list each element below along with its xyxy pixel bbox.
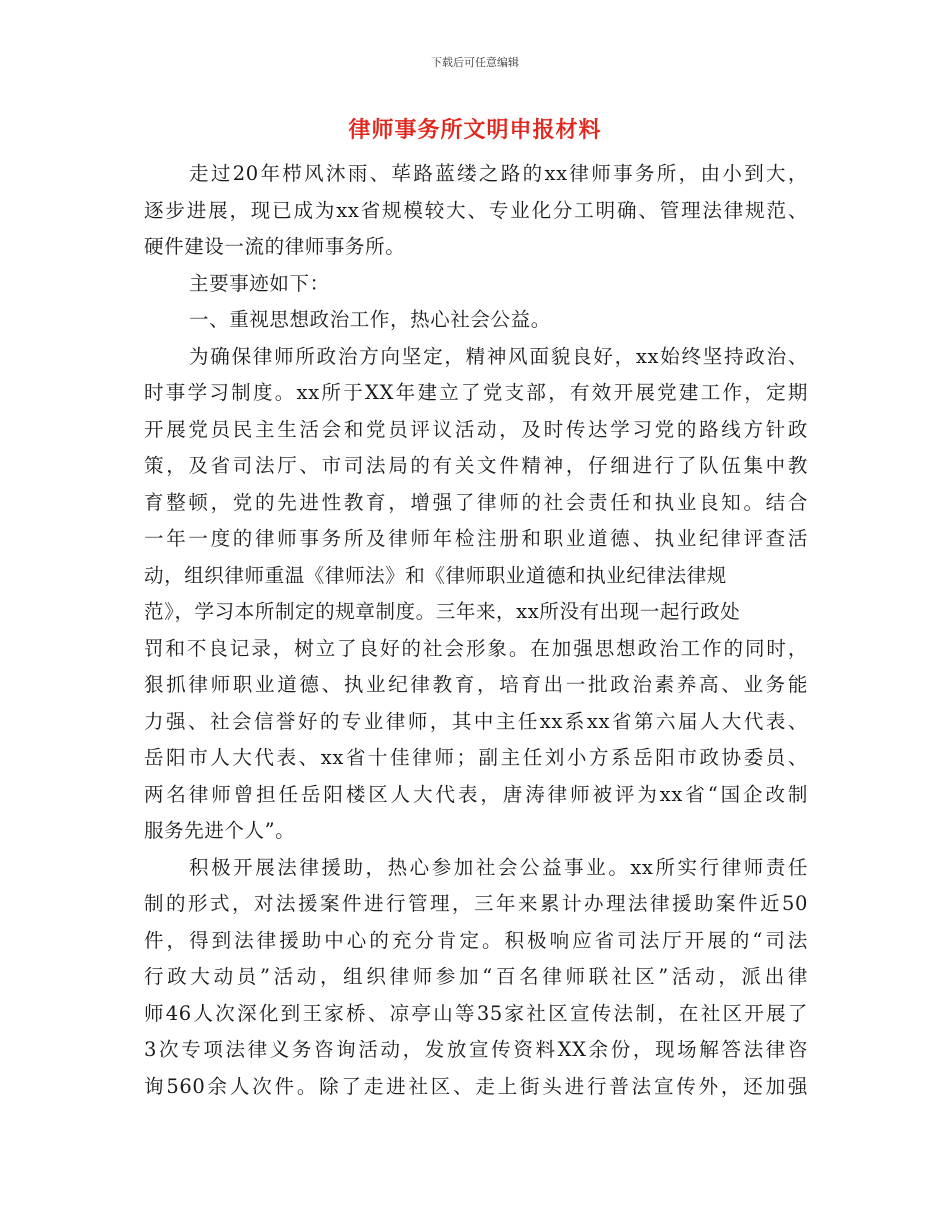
text-line: 服务先进个人”。 [144,819,296,842]
text-line: 硬件建设一流的律师事务所。 [144,235,406,258]
text-line: 师46人次深化到王家桥、凉亭山等35家社区宣传法制，在社区开展了 [144,1001,808,1025]
text-line: 制的形式，对法援案件进行管理，三年来累计办理法律援助案件近50 [144,892,808,915]
text-line: 育整顿，党的先进性教育，增强了律师的社会责任和执业良知。结合 [144,490,808,514]
text-line: 走过20年栉风沐雨、荜路蓝缕之路的xx律师事务所，由小到大， [189,162,808,185]
text-line: 动，组织律师重温《律师法》和《律师职业道德和执业纪律法律规 [144,563,727,587]
text-line: 询560余人次件。除了走进社区、走上街头进行普法宣传外，还加强 [144,1074,808,1098]
text-line: 一年一度的律师事务所及律师年检注册和职业道德、执业纪律评查活 [144,527,808,550]
text-line: 范》，学习本所制定的规章制度。三年来，xx所没有出现一起行政处 [144,600,741,623]
text-line: 岳阳市人大代表、xx省十佳律师；副主任刘小方系岳阳市政协委员、 [144,746,808,769]
text-line: 一、重视思想政治工作，热心社会公益。 [189,308,551,331]
text-line: 主要事迹如下： [189,271,330,295]
text-line: 逐步进展，现已成为xx省规模较大、专业化分工明确、管理法律规范、 [144,198,808,222]
text-line: 行政大动员”活动，组织律师参加“百名律师联社区”活动，派出律 [144,965,808,988]
text-line: 狠抓律师职业道德、执业纪律教育，培育出一批政治素养高、业务能 [144,673,808,696]
header-note: 下载后可任意编辑 [431,56,519,69]
text-line: 为确保律师所政治方向坚定，精神风面貌良好，xx始终坚持政治、 [189,344,808,368]
text-line: 时事学习制度。xx所于XX年建立了党支部，有效开展党建工作，定期 [144,381,808,404]
text-line: 积极开展法律援助，热心参加社会公益事业。xx所实行律师责任 [189,855,808,879]
text-line: 件，得到法律援助中心的充分肯定。积极响应省司法厅开展的“司法 [144,928,808,952]
text-line: 开展党员民主生活会和党员评议活动，及时传达学习党的路线方针政 [144,417,808,441]
text-line: 3次专项法律义务咨询活动，发放宣传资料XX余份，现场解答法律咨 [144,1038,808,1061]
text-line: 两名律师曾担任岳阳楼区人大代表，唐涛律师被评为xx省“国企改制 [144,782,808,806]
text-line: 罚和不良记录，树立了良好的社会形象。在加强思想政治工作的同时， [144,636,808,660]
document-body [144,156,808,1105]
document-title: 律师事务所文明申报材料 [348,117,602,143]
text-line: 策，及省司法厅、市司法局的有关文件精神，仔细进行了队伍集中教 [144,454,808,477]
text-line: 力强、社会信誉好的专业律师，其中主任xx系xx省第六届人大代表、 [144,709,808,733]
